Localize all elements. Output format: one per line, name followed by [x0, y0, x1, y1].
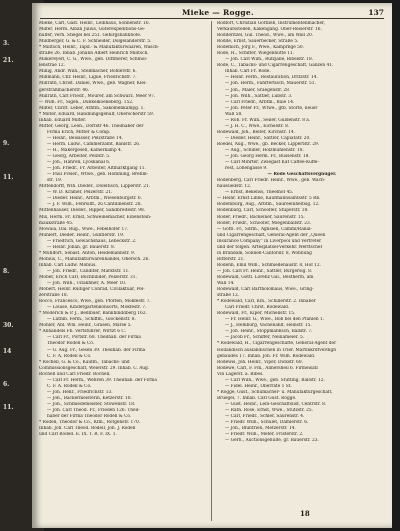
margin-number: 14	[3, 348, 12, 355]
directory-entry-line: * Rodewald, Carl, Km., Schillerstr. 2. Inhaber	[217, 299, 316, 305]
directory-entry-line: — H., Makergesell, Kamerkamp 4.	[47, 147, 123, 153]
directory-entry-line: Insurance Company“ in Liverpool und Vertreter	[217, 238, 322, 244]
directory-entry-line: — Carl, Friedr., Schler, Saurenstr. 4.	[225, 414, 305, 420]
directory-entry-line: — Carl Mihrter, Zwiegast Kat Caffee-Kuffe-	[225, 160, 319, 166]
directory-entry-line: zerstraße 18.	[39, 293, 69, 299]
directory-entry-line: Rödde, Ernst, Sauerbecker, Straße 5.	[217, 39, 299, 45]
directory-entry-line: — Dieder. Heinr., Sattler, Capiatatr. 20.	[225, 135, 311, 141]
directory-entry-line: * Moderich & P. J., Bedlbuer, Bankhinddberg 162.	[39, 311, 147, 317]
directory-entry-line: — Joh. Herm., Fahrfertisch, Mauerstr. 51.	[225, 81, 316, 87]
directory-entry-line: Rodemburg, Aug., Arbtm., Saureeinheitsig. 12.	[217, 202, 320, 208]
directory-entry-line: — Joh. Carl Fr. Heinr., Sattler, Bürgersig. 8.	[217, 268, 313, 274]
directory-entry-line: — Friedr. Wilh., Schulet, Dämlerstr. 6.	[225, 420, 309, 426]
directory-entry-line: Millmann, Chr. Heinr., Ligue, Friedrichstr. 7.	[39, 75, 137, 81]
directory-entry-line: — Luthm. Ferm., Schiffm., Glockenstr. 8.	[47, 317, 136, 323]
directory-entry-line: Muhlert, Dieder. Heinr., Güntlerstr. 19.	[39, 232, 125, 238]
directory-entry-line: Inhab. Eduard Milter.	[39, 117, 87, 123]
directory-entry-line: Theodor Rodell & Co.	[47, 341, 95, 347]
directory-entry-line: maukstraße 45.	[39, 220, 74, 226]
directory-entry-line: * Militsch, Heinr., Tapd.- & Manufakturwaaren, Wasch-	[39, 45, 160, 51]
directory-entry-line: — Fidel. Heinr., Oberrate 1 St.	[225, 383, 292, 389]
directory-entry-line: — Joh. Wilh., Uitäkhner, A. Meer 10.	[47, 281, 127, 287]
directory-entry-line: — G. Aug. Fr., Gesen 39. Theilhab. der Firma	[47, 347, 146, 353]
directory-entry-line: — Heinr. Johan, gr. Bauerstr. 8.	[47, 244, 116, 250]
directory-entry-line: — Jacob Fr., Schiffer, Neinameier. 5.	[225, 335, 305, 341]
directory-page	[32, 3, 392, 528]
directory-entry-line: Rodenh, Emil Wilh., Schmiedehaustr. 8, Hof 12.	[217, 262, 321, 268]
directory-entry-line: — Joh., Schmiedemeister, Stöwenstr. 18.	[47, 401, 136, 407]
directory-entry-line: — Joh. Georg Herm. Fr., Bussenstr. 18.	[225, 154, 310, 160]
directory-entry-line: und Carl Rodell. E. IX. T. R. F. IX. 1.	[39, 432, 117, 438]
directory-entry-line: C. F. A. Rodell & Co.	[47, 383, 92, 389]
directory-entry-line: — Joh. Henr., Friedrichstr. 13.	[47, 389, 113, 395]
margin-number: 8.	[3, 268, 10, 275]
directory-entry-line: Mober, Erich Carl, Buchbinder, Pelzerstr. 31.	[39, 274, 137, 280]
directory-entry-line: Rochell und Carl Friedr. Rochell.	[39, 371, 111, 377]
directory-entry-line: Rocco, Francesco, Wwe., geb. Pforten, Mokfestr. 7.	[39, 299, 151, 305]
page-number: 137	[368, 8, 384, 17]
directory-entry-line: haussiedstr. 12.	[217, 184, 252, 190]
directory-entry-line: — Gottl. Fr., Sdrm., Ägnsien, Cammi/Ranal-	[217, 226, 312, 232]
directory-entry-line: Verkaufsstellen, Kakengang. Ober-Reiserstr. 16.	[217, 27, 322, 33]
directory-entry-line: * Rodell, Theodor & Co., Kfm., Rötgenstr. 170.	[39, 420, 141, 426]
directory-entry-line: Mittendorff, Wlh. Dieder., Doleltisch, Lipperstr. 21.	[39, 184, 151, 190]
directory-entry-line: Rodewald, Carl Bartholomäus, Wwe., Gring-	[217, 287, 314, 293]
directory-entry-line: Wall 14.	[217, 281, 235, 287]
directory-entry-line: — Carl Wilh., Wwe., geb. Stütting, Ballstr. 12.	[225, 377, 325, 383]
directory-entry-line: — Aug., Schiller, Holzmühlenstr. 18.	[225, 147, 304, 153]
directory-entry-line: — Rode Geschäftsvergnüger.	[267, 172, 337, 178]
directory-entry-line: * Rogge, Gust., Schumacher- u. Manufakturgeschäft,	[217, 389, 333, 395]
right-column	[217, 21, 387, 521]
directory-entry-line: — J., Hemburg, Vachenahlf, Heinstr. 15.	[225, 323, 312, 329]
directory-entry-line: Mowaia, Dal. Rug., Wwe., Febelhöfer 17.	[39, 226, 129, 232]
directory-entry-line: und der folgen. Artesplatsel-Verkehr. Werftschef	[217, 244, 323, 250]
directory-entry-line: — Ernst, Bekenss, Theelhof 45.	[225, 190, 294, 196]
directory-entry-line: — Ratn. Rose, Ernst, Wwe., Stutzstr. 25.	[225, 408, 313, 413]
directory-entry-line: Inhab. Carl Fr. Rode.	[225, 69, 271, 75]
directory-entry-line: — Joh. Peter Fr., Wtwe., gtb. Störte, neuer	[225, 105, 318, 111]
directory-entry-line: Carl Friedr. Chrst. Rodewald.	[225, 305, 290, 311]
directory-entry-line: — Joh., Maler, Sraegenstr. 28.	[225, 87, 291, 93]
left-column	[39, 21, 209, 521]
directory-entry-line: — Joh. Carl Theod. Fr., Frieden 126. Theil-	[47, 408, 140, 413]
directory-entry-line: * Rodewald, H., Cigarrengeschäfte, General-Agent der	[217, 341, 337, 347]
directory-entry-line: Mieke, Carl, Gast. Heinr., Leihhaus, Sonnenstr. 16.	[39, 21, 150, 26]
directory-entry-line: — Paul Freier., Wtwe., geb. Homming, Brehm-	[47, 172, 148, 178]
directory-entry-line: in Brandam, Sonnen-Cantorslr. 8, Wohnung	[217, 250, 312, 256]
directory-entry-line: — Carl Fr. Herm., Wehren 39. Theilhab. der Firma	[47, 377, 157, 383]
directory-entry-line: Rodewald, Fr., Kiper, Michelistr. 15.	[217, 311, 296, 317]
directory-entry-line: Roedel, Aug., Wwe., gb. Becker, Lippertstr. 29.	[217, 141, 320, 147]
header-rule	[40, 18, 384, 19]
directory-entry-line: lenstrae 12.	[39, 63, 65, 69]
directory-entry-line: — J. H. C., Wwe., Eichelstr. 8.	[225, 123, 290, 129]
directory-entry-line: Milkereyerl, C. G., Wwe., geb. Dittmerer, Schmol-	[39, 57, 148, 63]
directory-entry-line: Rodewe, Carl, F. Fm., Almersheil 6. Firmeisatl	[217, 365, 318, 371]
directory-entry-line: hülfer, verh. Stiegel bei 251. Gebirgsbahnhofe.	[39, 33, 142, 39]
margin-number: 6.	[3, 381, 10, 388]
directory-entry-line: — Rob. Fr. Wilh., Seiler, Güldenstr. 8 a.	[225, 117, 311, 123]
directory-entry-line: Ritterstr. 21.	[217, 256, 245, 262]
directory-entry-line: — Heinr. Ferm., Restauration, Dritzstr. 14.	[225, 75, 318, 81]
directory-entry-line: — Joh., Bäckermeisterin, Ketzerstr. 10.	[47, 395, 132, 401]
directory-entry-line: — Georg, Arbeiter, Pelzstr. 5.	[47, 154, 111, 160]
directory-entry-line: Mittenhäuser, Dieder., Ripper, Sandbreitestr. 98.	[39, 208, 146, 214]
directory-entry-line: — Joh., Hahren, Lyoskanal 6.	[47, 160, 111, 166]
previous-page-margin	[0, 0, 26, 531]
directory-entry-line: — Friedrich, Gewachshaus, Lebeckstr. 2.	[47, 238, 137, 244]
directory-entry-line: Rode, C., Tabacks- und Cigarrengeschäft, Ganzen 41.	[217, 63, 334, 69]
directory-entry-line: — Gerh., Auctionsgehülfe, gr. Bauerstr. 23.	[225, 438, 319, 444]
directory-entry-line: Commissionsgeschäft, Weierstr. 29. Inhab. C. Aug.	[39, 365, 150, 371]
directory-entry-line: Rodenbarg, Carl, Schoofler, Stuperstr. 18.	[217, 208, 309, 214]
directory-entry-line: Inhab. Joh. Carl Theod. Rodell, Joh. J. Rodell	[39, 426, 136, 432]
directory-entry-line: — Dieder. Heinr., Arbtm., Wiesenburgstr. 6.	[47, 196, 142, 202]
directory-entry-line: * Mühlfort, Sebast. Anton, Heidemannstr. 9.	[39, 250, 136, 256]
directory-entry-line: Wall 58.	[225, 111, 243, 117]
directory-entry-line: — Herm. Ludw., Cammerzamt, Banlstr. 26.	[47, 141, 141, 147]
margin-number: 11.	[3, 174, 14, 181]
directory-entry-line: Rodewald, Gottl. Lorenz Gul., Bestherm, am	[217, 274, 314, 280]
directory-entry-line: — Joh. Friedr., Fr. Arbeiter, Altmarktgang 11.	[47, 166, 146, 172]
directory-entry-line: — Joh., Blubtrien, Metzerstr. 14.	[225, 426, 296, 432]
directory-entry-line: gerstraßmacherstr. 46.	[39, 87, 90, 93]
directory-entry-line: — Carl Fr., Portsfr. 68. Theilhab. der Firma	[47, 335, 141, 341]
directory-entry-line: — Joh. Heinr., Stoppmannsch, Ballstr. 7.	[225, 329, 313, 335]
directory-entry-line: — Wilh. Fr., Sigen., Dunkelkoeneberg. 152.	[39, 99, 134, 105]
margin-number: 21.	[3, 57, 14, 64]
directory-entry-line: — W. D. Krämer, Pelzerstr. 21.	[47, 190, 113, 196]
directory-entry-line: Rodfort, Christian Gottlieb, Instrumentenmacher,	[217, 21, 325, 26]
directory-entry-line: — Heinr. Ernst Lihne, Kaufmannsamtsstr. 5 Rb.	[217, 196, 321, 202]
directory-entry-line: Millrath, Christ. Daniel, Wwe., geb. Wagner, Klei-	[39, 81, 147, 87]
directory-entry-line: gebäudes 17. Inhab. Joh. Fr. Wilh. Rodewald.	[217, 353, 316, 359]
directory-entry-line: — Heinr., Beisasser, Pelzstraße 14.	[47, 135, 123, 141]
directory-entry-line: — J. F. Wilh., Fehrsilff., zu Cantilinenstr. 28.	[47, 202, 142, 208]
directory-entry-line: Rodewis, Joh. Heinr., Viper, Dickstr. 60.	[217, 359, 303, 365]
directory-entry-line: Mix, Herm. Fr. Ernst, Schweinemacher, Eibenstein-	[39, 214, 152, 220]
directory-entry-line: Mobert, Heinr. Rüdiger Conrad, Civilaktuar, Pel-	[39, 287, 145, 293]
directory-entry-line: Mitter, Georg, Leon., Dorfstr 46. Theilhaber der	[39, 123, 144, 129]
directory-entry-line: Inhab. Carl Ludw. Möbius.	[39, 262, 97, 268]
directory-entry-line: Roder, Friedr., Schoofer, Miegenballstr. 23.	[217, 220, 312, 226]
directory-entry-line: — Carl Friedr., Arbtm., Baie 14.	[225, 99, 295, 105]
directory-entry-line: Rodderitzel, Gul. Theod., Wwe., am Wall 20.	[217, 33, 314, 39]
directory-entry-line: Vin Lagerst. a. Bibes.	[217, 371, 264, 377]
directory-entry-line: str. 19.	[47, 178, 63, 184]
directory-entry-line: Milfer, Herm. Alban Julius, Güterexpeditions-Ge-	[39, 27, 146, 33]
directory-entry-line: * Rochell, G. & Co., Kaufm., Tabacks- und	[39, 359, 130, 365]
running-head: Mieke — Rogge.	[182, 8, 254, 17]
directory-entry-line: — Joh. Friedr., Canditer, Marktstr. 11.	[47, 268, 130, 274]
directory-entry-line: Mohler, Abl. Wm. Heinr., Gräsen, Marse 5.	[39, 323, 132, 329]
margin-number: 11.	[3, 404, 14, 411]
page-header	[32, 8, 392, 17]
directory-entry-line: Millig, Andr. Wilh., Stellmacher, Böhlerstr. 6.	[39, 69, 137, 75]
directory-entry-line: Milter, Chrift. Leber, Arbtm., Sakomenkampg. 1.	[39, 105, 145, 111]
directory-entry-line: und Cigarrengeschäft, General-Agent der „Queen	[217, 232, 326, 238]
directory-entry-line: Mildberger, G. & C. F. Schneider, Dolgeländerstr. 5.	[39, 39, 152, 45]
directory-entry-line: — Friedr. Wilh., Meter, Fristerstr. 2.	[225, 432, 304, 438]
directory-entry-line: Rodenberg, Carl Friedr. Heinr., Wwe., geb. Wach-	[217, 178, 326, 184]
directory-entry-line: Rodemich, Jörg F., Wwe., Kamprnge 50.	[217, 45, 305, 51]
directory-entry-line: Firma Erich, Mitter & Comp.	[47, 129, 111, 135]
directory-entry-line: straße 26. Inhab. Johann Albert Heinrich Militsch.	[39, 51, 149, 57]
directory-entry-line: Möbius, C., Manufakturwarenhandel, Obersch. 26.	[39, 256, 150, 262]
directory-entry-line: Bruegel, 7. Inhab. Carl Gust. Rogge.	[217, 395, 297, 401]
directory-entry-line: Holländisch ausländischen in Trier. Martinkrdtverdigh	[217, 347, 337, 353]
margin-number: 3.	[3, 40, 10, 47]
column-divider	[211, 21, 212, 521]
directory-entry-line: Rodewald, Joh., Reiter, Kirchstr. 14.	[217, 129, 296, 135]
directory-entry-line: Millrath, Carl Friedr., Mourer, am Schwarz. Meer 97.	[39, 93, 156, 99]
directory-entry-line: — Gust. Heinr., Lein-Geschäftslist, Centrstr. 8.	[225, 401, 327, 407]
directory-entry-line: * Abhandels Fb. Vertsführer, Wirtzt 6 C.	[39, 329, 126, 335]
directory-entry-line: haber der Firma Theodor Rodell & Co.	[47, 414, 132, 420]
directory-entry-line: — Fr. Heinr. G., Wwe., Böb bei den Pfählen 1.	[225, 317, 325, 323]
directory-entry-line: * Milter, Eduard, Handlungsgehülf, Oberscherstr 59.	[39, 111, 155, 117]
signature-number: 18	[300, 509, 310, 518]
margin-number: 30.	[3, 322, 14, 329]
directory-entry-line: Roder, Friedr., Backeiner, Saurenstr. 15.	[217, 214, 305, 220]
directory-entry-line: rest, Lohengasse 9.	[225, 166, 268, 172]
directory-entry-line: — Louise, Kindergartenkonsorts, Mokfestr. 7.	[47, 305, 147, 311]
directory-entry-line: C. F. A. Rodell & Co.	[47, 353, 92, 359]
margin-number: 9.	[3, 140, 10, 147]
directory-entry-line: Rode, H., Schiffer, Wiegenhütte 11.	[217, 51, 295, 57]
directory-entry-line: — Joh. Carl Wilh., Rufzjalle, Bibelstr. 18.	[225, 57, 314, 63]
directory-entry-line: — Joh. Wilh., Sattler, Lubstr. 3.	[225, 93, 293, 99]
directory-entry-line: straße 12.	[217, 293, 240, 299]
